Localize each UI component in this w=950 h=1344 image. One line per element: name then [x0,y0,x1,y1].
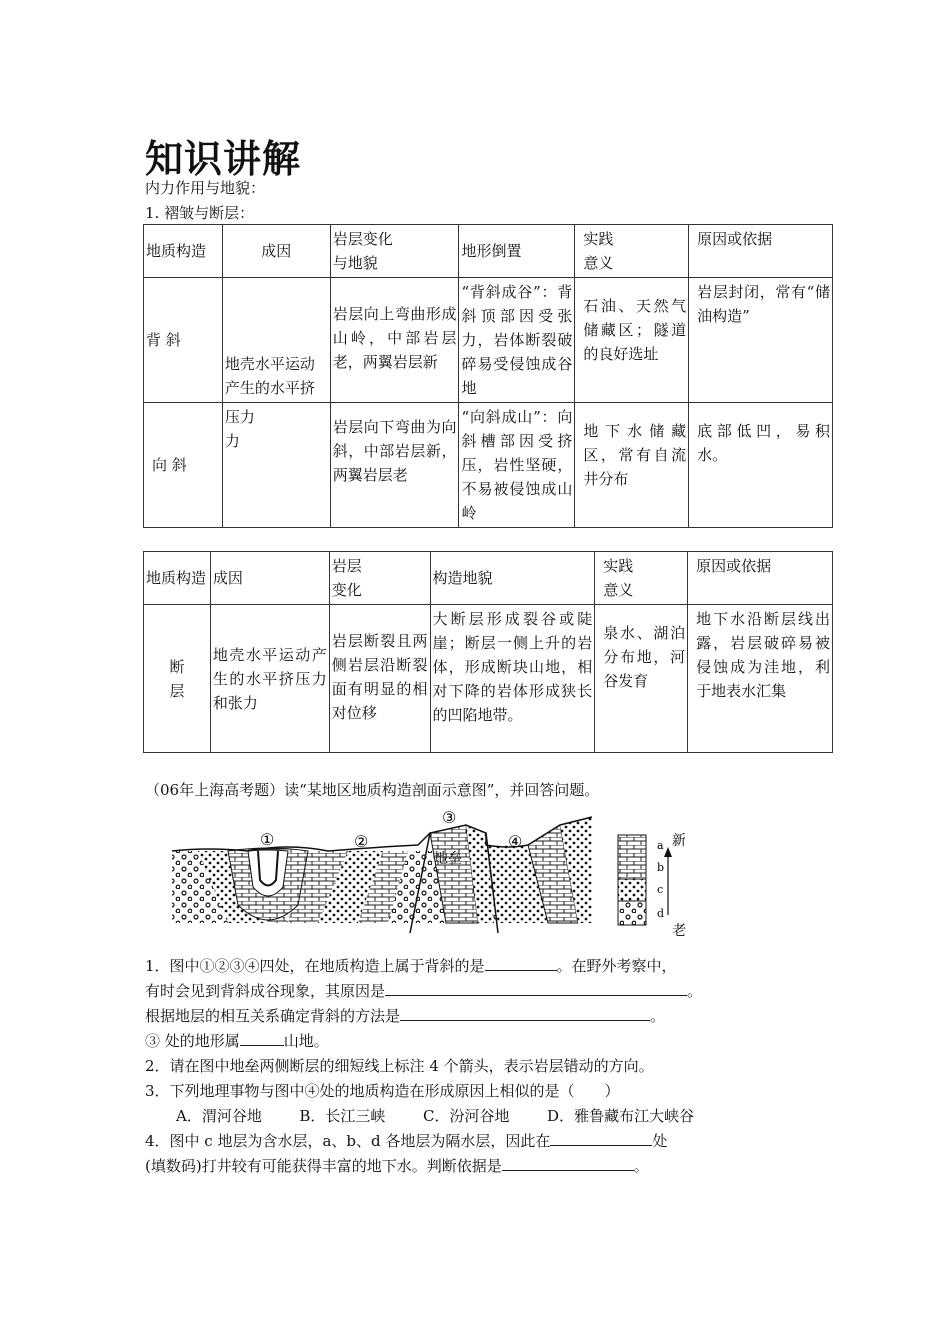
q4-text-a: 4．图中 c 地层为含水层，a、b、d 各地层为隔水层，因此在 [145,1132,551,1150]
anticline-name: 背 斜 [144,278,223,403]
q1-blank-4[interactable] [240,1029,284,1046]
fault-header-practice: 实践 意义 [595,552,688,605]
header-reason: 原因或依据 [689,225,833,278]
q1-blank-3[interactable] [400,1004,650,1021]
fault-header-reason: 原因或依据 [688,552,833,605]
syncline-row [144,403,833,528]
q4-blank-1[interactable] [550,1129,652,1146]
question-3-options [176,1104,694,1128]
fault-practice: 泉水、湖泊分布地，河谷发育 [595,605,688,753]
q1-text-f: 。 [650,1007,666,1025]
legend-a: a [657,839,664,852]
question-1-line-4 [145,1029,329,1053]
intro-line: 内力作用与地貌： [145,179,266,197]
q1-text-h: 山地。 [283,1032,329,1050]
header-practice: 实践 意义 [575,225,689,278]
question-4-line-2 [145,1154,649,1178]
syncline-reason: 底部低凹，易积水。 [689,403,833,528]
option-a[interactable]: A．渭河谷地 [176,1107,262,1125]
header-structure: 地质构造 [144,225,223,278]
cause-shared-bottom: 压力 力 [222,403,330,528]
fault-change: 岩层断裂且两侧岩层沿断裂面有明显的相对位移 [329,605,430,753]
syncline-name: 向 斜 [144,403,223,528]
fault-landform: 大断层形成裂谷或陡崖；断层一侧上升的岩体，形成断块山地，相对下降的岩体形成狭长的凹陷地带。 [430,605,595,753]
q1-text-e: 根据地层的相互关系确定背斜的方法是 [145,1007,401,1025]
question-4-line-1 [145,1129,667,1153]
question-1-line-2 [145,979,702,1003]
legend-b: b [657,861,665,874]
syncline-practice: 地下水储藏区，常有自流井分布 [575,403,689,528]
legend-d: d [657,907,665,920]
fault-row [144,605,833,753]
question-1-line-3 [145,1004,665,1028]
fault-header-change: 岩层 变化 [329,552,430,605]
q1-text-d: 。 [687,982,703,1000]
fault-header-landform: 构造地貌 [430,552,595,605]
cause-shared-top: 地壳水平运动产生的水平挤 [222,278,330,403]
marker-2: ② [354,832,369,851]
exam-intro: （06年上海高考题）读“某地区地质构造剖面示意图”，并回答问题。 [145,781,600,799]
marker-4: ④ [508,832,523,851]
q4-blank-2[interactable] [502,1154,634,1171]
anticline-practice: 石油、天然气储藏区；隧道的良好选址 [575,278,689,403]
legend-new: 新 [672,833,686,849]
q1-text-g: ③ 处的地形属 [145,1032,240,1050]
anticline-row [144,278,833,403]
fault-table-header [144,552,833,605]
marker-1: ① [260,830,275,849]
anticline-change: 岩层向上弯曲形成山岭，中部岩层老，两翼岩层新 [330,278,459,403]
syncline-change: 岩层向下弯曲为向斜，中部岩层新，两翼岩层老 [330,403,459,528]
header-inversion: 地形倒置 [459,225,575,278]
question-3: 3．下列地理事物与图中④处的地质构造在形成原因上相似的是（ ） [145,1082,620,1100]
question-1-line-1 [145,954,677,978]
q1-blank-1[interactable] [485,954,557,971]
section-heading: 1. 褶皱与断层： [145,204,255,222]
fault-header-structure: 地质构造 [144,552,211,605]
q1-blank-2[interactable] [385,979,687,996]
fault-header-cause: 成因 [210,552,329,605]
q1-text-b: 。在野外考察中， [556,957,677,975]
option-b[interactable]: B．长江三峡 [299,1107,386,1125]
page-title: 知识讲解 [145,137,302,181]
q4-text-b: 处 [652,1132,668,1150]
anticline-reason: 岩层封闭，常有“储油构造” [689,278,833,403]
q1-text-c: 有时会见到背斜成谷现象，其原因是 [145,982,386,1000]
marker-3: ③ [442,808,457,827]
anticline-inversion: “背斜成谷”：背斜顶部因受张力，岩体断裂破碎易受侵蚀成谷地 [459,278,575,403]
legend-old: 老 [672,923,686,939]
horst-label: 地垒 [434,851,462,867]
q4-text-d: 。 [633,1157,649,1175]
header-cause: 成因 [222,225,330,278]
q1-text-a: 1．图中①②③④四处，在地质构造上属于背斜的是 [145,957,485,975]
fold-table [143,224,833,528]
fault-name: 断 层 [144,605,211,753]
legend-c: c [657,883,664,896]
geology-cross-section-figure [168,805,713,945]
syncline-inversion: “向斜成山”：向斜槽部因受挤压，岩性坚硬，不易被侵蚀成山岭 [459,403,575,528]
q4-text-c: (填数码)打井较有可能获得丰富的地下水。判断依据是 [145,1157,502,1175]
option-d[interactable]: D．雅鲁藏布江大峡谷 [547,1107,695,1125]
question-2: 2．请在图中地垒两侧断层的细短线上标注 4 个箭头，表示岩层错动的方向。 [145,1057,654,1075]
header-change: 岩层变化 与地貌 [330,225,459,278]
fold-table-header [144,225,833,278]
fault-table [143,551,833,753]
option-c[interactable]: C．汾河谷地 [423,1107,510,1125]
fault-reason: 地下水沿断层线出露，岩层破碎易被侵蚀成为洼地，利于地表水汇集 [688,605,833,753]
fault-cause: 地壳水平运动产生的水平挤压力和张力 [210,605,329,753]
